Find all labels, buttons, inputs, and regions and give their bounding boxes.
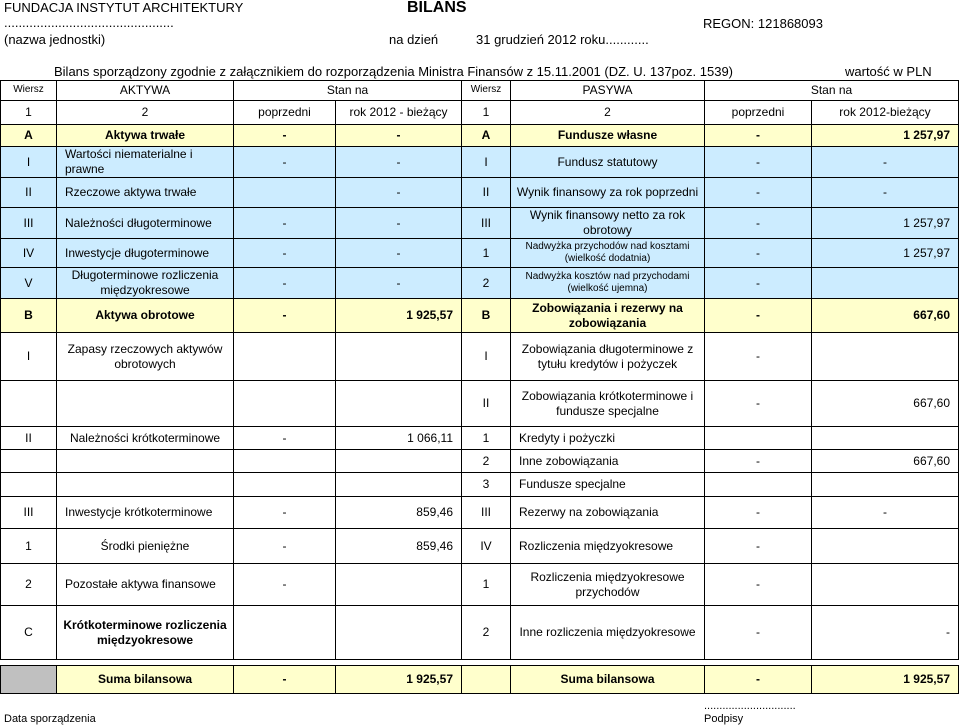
value-prev <box>705 473 812 497</box>
item-name: Pozostałe aktywa finansowe <box>57 564 234 606</box>
value-current: 667,60 <box>812 299 959 333</box>
value-current: - <box>336 178 462 208</box>
table-row <box>1 299 959 333</box>
row-no: II <box>1 427 57 450</box>
value-prev: - <box>705 529 812 564</box>
table-row <box>1 564 959 606</box>
value-current: 1 925,57 <box>336 666 462 694</box>
preparation-date-label: Data sporządzenia <box>4 713 96 725</box>
value-current: 1 257,97 <box>812 208 959 239</box>
value-prev: - <box>234 564 336 606</box>
value-prev <box>705 427 812 450</box>
item-name <box>57 381 234 427</box>
row-no: 3 <box>462 473 511 497</box>
item-name <box>57 473 234 497</box>
row-no: B <box>1 299 57 333</box>
col-current: rok 2012-bieżący <box>812 101 959 125</box>
value-prev: - <box>705 147 812 178</box>
item-name: Fundusze specjalne <box>511 473 705 497</box>
table-row <box>1 450 959 473</box>
value-current: - <box>336 268 462 299</box>
row-no: 1 <box>462 427 511 450</box>
item-name: Zobowiązania długoterminowe z tytułu kredytów i pożyczek <box>511 333 705 381</box>
organization-dots: ............................................... <box>4 15 174 30</box>
item-name: Należności krótkoterminowe <box>57 427 234 450</box>
item-name: Wartości niematerialne i prawne <box>57 147 234 178</box>
table-row <box>1 381 959 427</box>
row-no: 2 <box>1 564 57 606</box>
col-assets-state: Stan na <box>234 81 462 101</box>
table-row <box>1 147 959 178</box>
value-prev: - <box>705 268 812 299</box>
value-current: 859,46 <box>336 529 462 564</box>
value-current: - <box>812 497 959 529</box>
value-current: 1 925,57 <box>336 299 462 333</box>
value-prev <box>234 333 336 381</box>
value-current: 1 257,97 <box>812 125 959 147</box>
col-row-no-assets: Wiersz <box>1 81 57 101</box>
value-current: 667,60 <box>812 381 959 427</box>
value-prev: - <box>705 299 812 333</box>
value-prev: - <box>234 529 336 564</box>
value-current <box>812 564 959 606</box>
currency-note: wartość w PLN <box>845 64 932 79</box>
date-value: 31 grudzień 2012 roku............ <box>476 32 649 47</box>
table-row <box>1 268 959 299</box>
date-label: na dzień <box>389 32 439 47</box>
row-no: II <box>462 178 511 208</box>
table-row <box>1 333 959 381</box>
value-prev: - <box>705 208 812 239</box>
value-current <box>336 450 462 473</box>
value-current <box>336 333 462 381</box>
value-current: - <box>336 125 462 147</box>
table-row <box>1 239 959 268</box>
value-prev: - <box>705 333 812 381</box>
row-no: V <box>1 268 57 299</box>
regon-number: REGON: 121868093 <box>703 16 823 31</box>
value-current: 859,46 <box>336 497 462 529</box>
row-no: 2 <box>462 450 511 473</box>
row-no: III <box>1 208 57 239</box>
value-current: - <box>336 208 462 239</box>
value-prev <box>234 178 336 208</box>
row-no: 1 <box>1 529 57 564</box>
total-row <box>1 666 959 694</box>
item-name: Rezerwy na zobowiązania <box>511 497 705 529</box>
item-name <box>57 450 234 473</box>
value-current <box>812 333 959 381</box>
value-prev: - <box>234 497 336 529</box>
row-no: A <box>462 125 511 147</box>
item-name: Aktywa obrotowe <box>57 299 234 333</box>
item-name: Należności długoterminowe <box>57 208 234 239</box>
item-name: Rzeczowe aktywa trwałe <box>57 178 234 208</box>
value-prev: - <box>234 147 336 178</box>
row-no <box>1 473 57 497</box>
item-name: Nadwyżka przychodów nad kosztami (wielkość dodatnia) <box>511 239 705 268</box>
value-prev: - <box>234 427 336 450</box>
item-name: Środki pieniężne <box>57 529 234 564</box>
value-prev: - <box>234 299 336 333</box>
col-prev: poprzedni <box>705 101 812 125</box>
value-prev: - <box>705 125 812 147</box>
item-name: Inne zobowiązania <box>511 450 705 473</box>
value-current <box>812 529 959 564</box>
item-name: Fundusze własne <box>511 125 705 147</box>
header-row-1 <box>1 81 959 101</box>
row-no: III <box>462 497 511 529</box>
item-name: Inwestycje długoterminowe <box>57 239 234 268</box>
value-prev <box>234 606 336 660</box>
table-row <box>1 178 959 208</box>
col-current: rok 2012 - bieżący <box>336 101 462 125</box>
value-current <box>336 606 462 660</box>
value-current: 1 925,57 <box>812 666 959 694</box>
value-current: 1 066,11 <box>336 427 462 450</box>
table-row <box>1 427 959 450</box>
item-name: Rozliczenia międzyokresowe <box>511 529 705 564</box>
item-name: Krótkoterminowe rozliczenia międzyokresowe <box>57 606 234 660</box>
value-current <box>336 381 462 427</box>
signature-label: Podpisy <box>704 713 744 725</box>
value-prev: - <box>705 497 812 529</box>
header-row-2 <box>1 101 959 125</box>
row-no: III <box>462 208 511 239</box>
col-num: 1 <box>1 101 57 125</box>
item-name: Kredyty i pożyczki <box>511 427 705 450</box>
col-prev: poprzedni <box>234 101 336 125</box>
row-no: III <box>1 497 57 529</box>
total-label: Suma bilansowa <box>57 666 234 694</box>
value-prev: - <box>705 178 812 208</box>
row-no: 1 <box>462 564 511 606</box>
col-num: 2 <box>511 101 705 125</box>
value-prev: - <box>705 450 812 473</box>
row-no: B <box>462 299 511 333</box>
item-name: Wynik finansowy netto za rok obrotowy <box>511 208 705 239</box>
value-current: - <box>336 147 462 178</box>
col-num: 1 <box>462 101 511 125</box>
item-name: Wynik finansowy za rok poprzedni <box>511 178 705 208</box>
value-current: 1 257,97 <box>812 239 959 268</box>
value-prev: - <box>705 666 812 694</box>
row-no: II <box>462 381 511 427</box>
row-no: IV <box>1 239 57 268</box>
value-current <box>812 427 959 450</box>
row-no: IV <box>462 529 511 564</box>
item-name: Fundusz statutowy <box>511 147 705 178</box>
item-name: Długoterminowe rozliczenia międzyokresowe <box>57 268 234 299</box>
table-row <box>1 125 959 147</box>
value-current: - <box>336 239 462 268</box>
value-prev: - <box>705 239 812 268</box>
table-row <box>1 529 959 564</box>
value-current <box>812 268 959 299</box>
value-prev <box>234 473 336 497</box>
col-liabilities-state: Stan na <box>705 81 959 101</box>
table-row <box>1 473 959 497</box>
value-prev: - <box>234 208 336 239</box>
total-label: Suma bilansowa <box>511 666 705 694</box>
row-no: I <box>462 333 511 381</box>
value-current <box>812 473 959 497</box>
value-current: 667,60 <box>812 450 959 473</box>
col-row-no-liabilities: Wiersz <box>462 81 511 101</box>
row-no <box>1 666 57 694</box>
row-no: I <box>1 333 57 381</box>
value-prev: - <box>705 381 812 427</box>
table-row <box>1 606 959 660</box>
balance-sheet-table <box>0 80 959 694</box>
row-no: 1 <box>462 239 511 268</box>
item-name: Inwestycje krótkoterminowe <box>57 497 234 529</box>
value-current: - <box>812 606 959 660</box>
organization-name: FUNDACJA INSTYTUT ARCHITEKTURY <box>4 0 244 15</box>
value-prev: - <box>234 666 336 694</box>
table-row <box>1 208 959 239</box>
item-name: Aktywa trwałe <box>57 125 234 147</box>
row-no: I <box>1 147 57 178</box>
item-name: Rozliczenia międzyokresowe przychodów <box>511 564 705 606</box>
row-no <box>1 381 57 427</box>
col-assets: AKTYWA <box>57 81 234 101</box>
value-prev: - <box>705 564 812 606</box>
regulation-note: Bilans sporządzony zgodnie z załącznikiem do rozporządzenia Ministra Finansów z 15.11.2001 (DZ. U. 137poz. 1539) <box>54 64 734 79</box>
unit-label: (nazwa jednostki) <box>4 32 106 47</box>
row-no <box>1 450 57 473</box>
row-no: 2 <box>462 268 511 299</box>
item-name: Inne rozliczenia międzyokresowe <box>511 606 705 660</box>
value-prev: - <box>705 606 812 660</box>
col-num: 2 <box>57 101 234 125</box>
value-prev: - <box>234 239 336 268</box>
value-current <box>336 564 462 606</box>
value-current: - <box>812 147 959 178</box>
value-prev: - <box>234 125 336 147</box>
value-prev <box>234 450 336 473</box>
item-name: Zapasy rzeczowych aktywów obrotowych <box>57 333 234 381</box>
col-liabilities: PASYWA <box>511 81 705 101</box>
table-row <box>1 497 959 529</box>
row-no <box>462 666 511 694</box>
item-name: Nadwyżka kosztów nad przychodami (wielkość ujemna) <box>511 268 705 299</box>
value-prev: - <box>234 268 336 299</box>
row-no: 2 <box>462 606 511 660</box>
row-no: A <box>1 125 57 147</box>
page-title: BILANS <box>407 0 467 16</box>
item-name: Zobowiązania krótkoterminowe i fundusze specjalne <box>511 381 705 427</box>
row-no: C <box>1 606 57 660</box>
value-prev <box>234 381 336 427</box>
value-current <box>336 473 462 497</box>
signature-line: .............................. <box>704 700 796 712</box>
row-no: I <box>462 147 511 178</box>
value-current: - <box>812 178 959 208</box>
row-no: II <box>1 178 57 208</box>
item-name: Zobowiązania i rezerwy na zobowiązania <box>511 299 705 333</box>
